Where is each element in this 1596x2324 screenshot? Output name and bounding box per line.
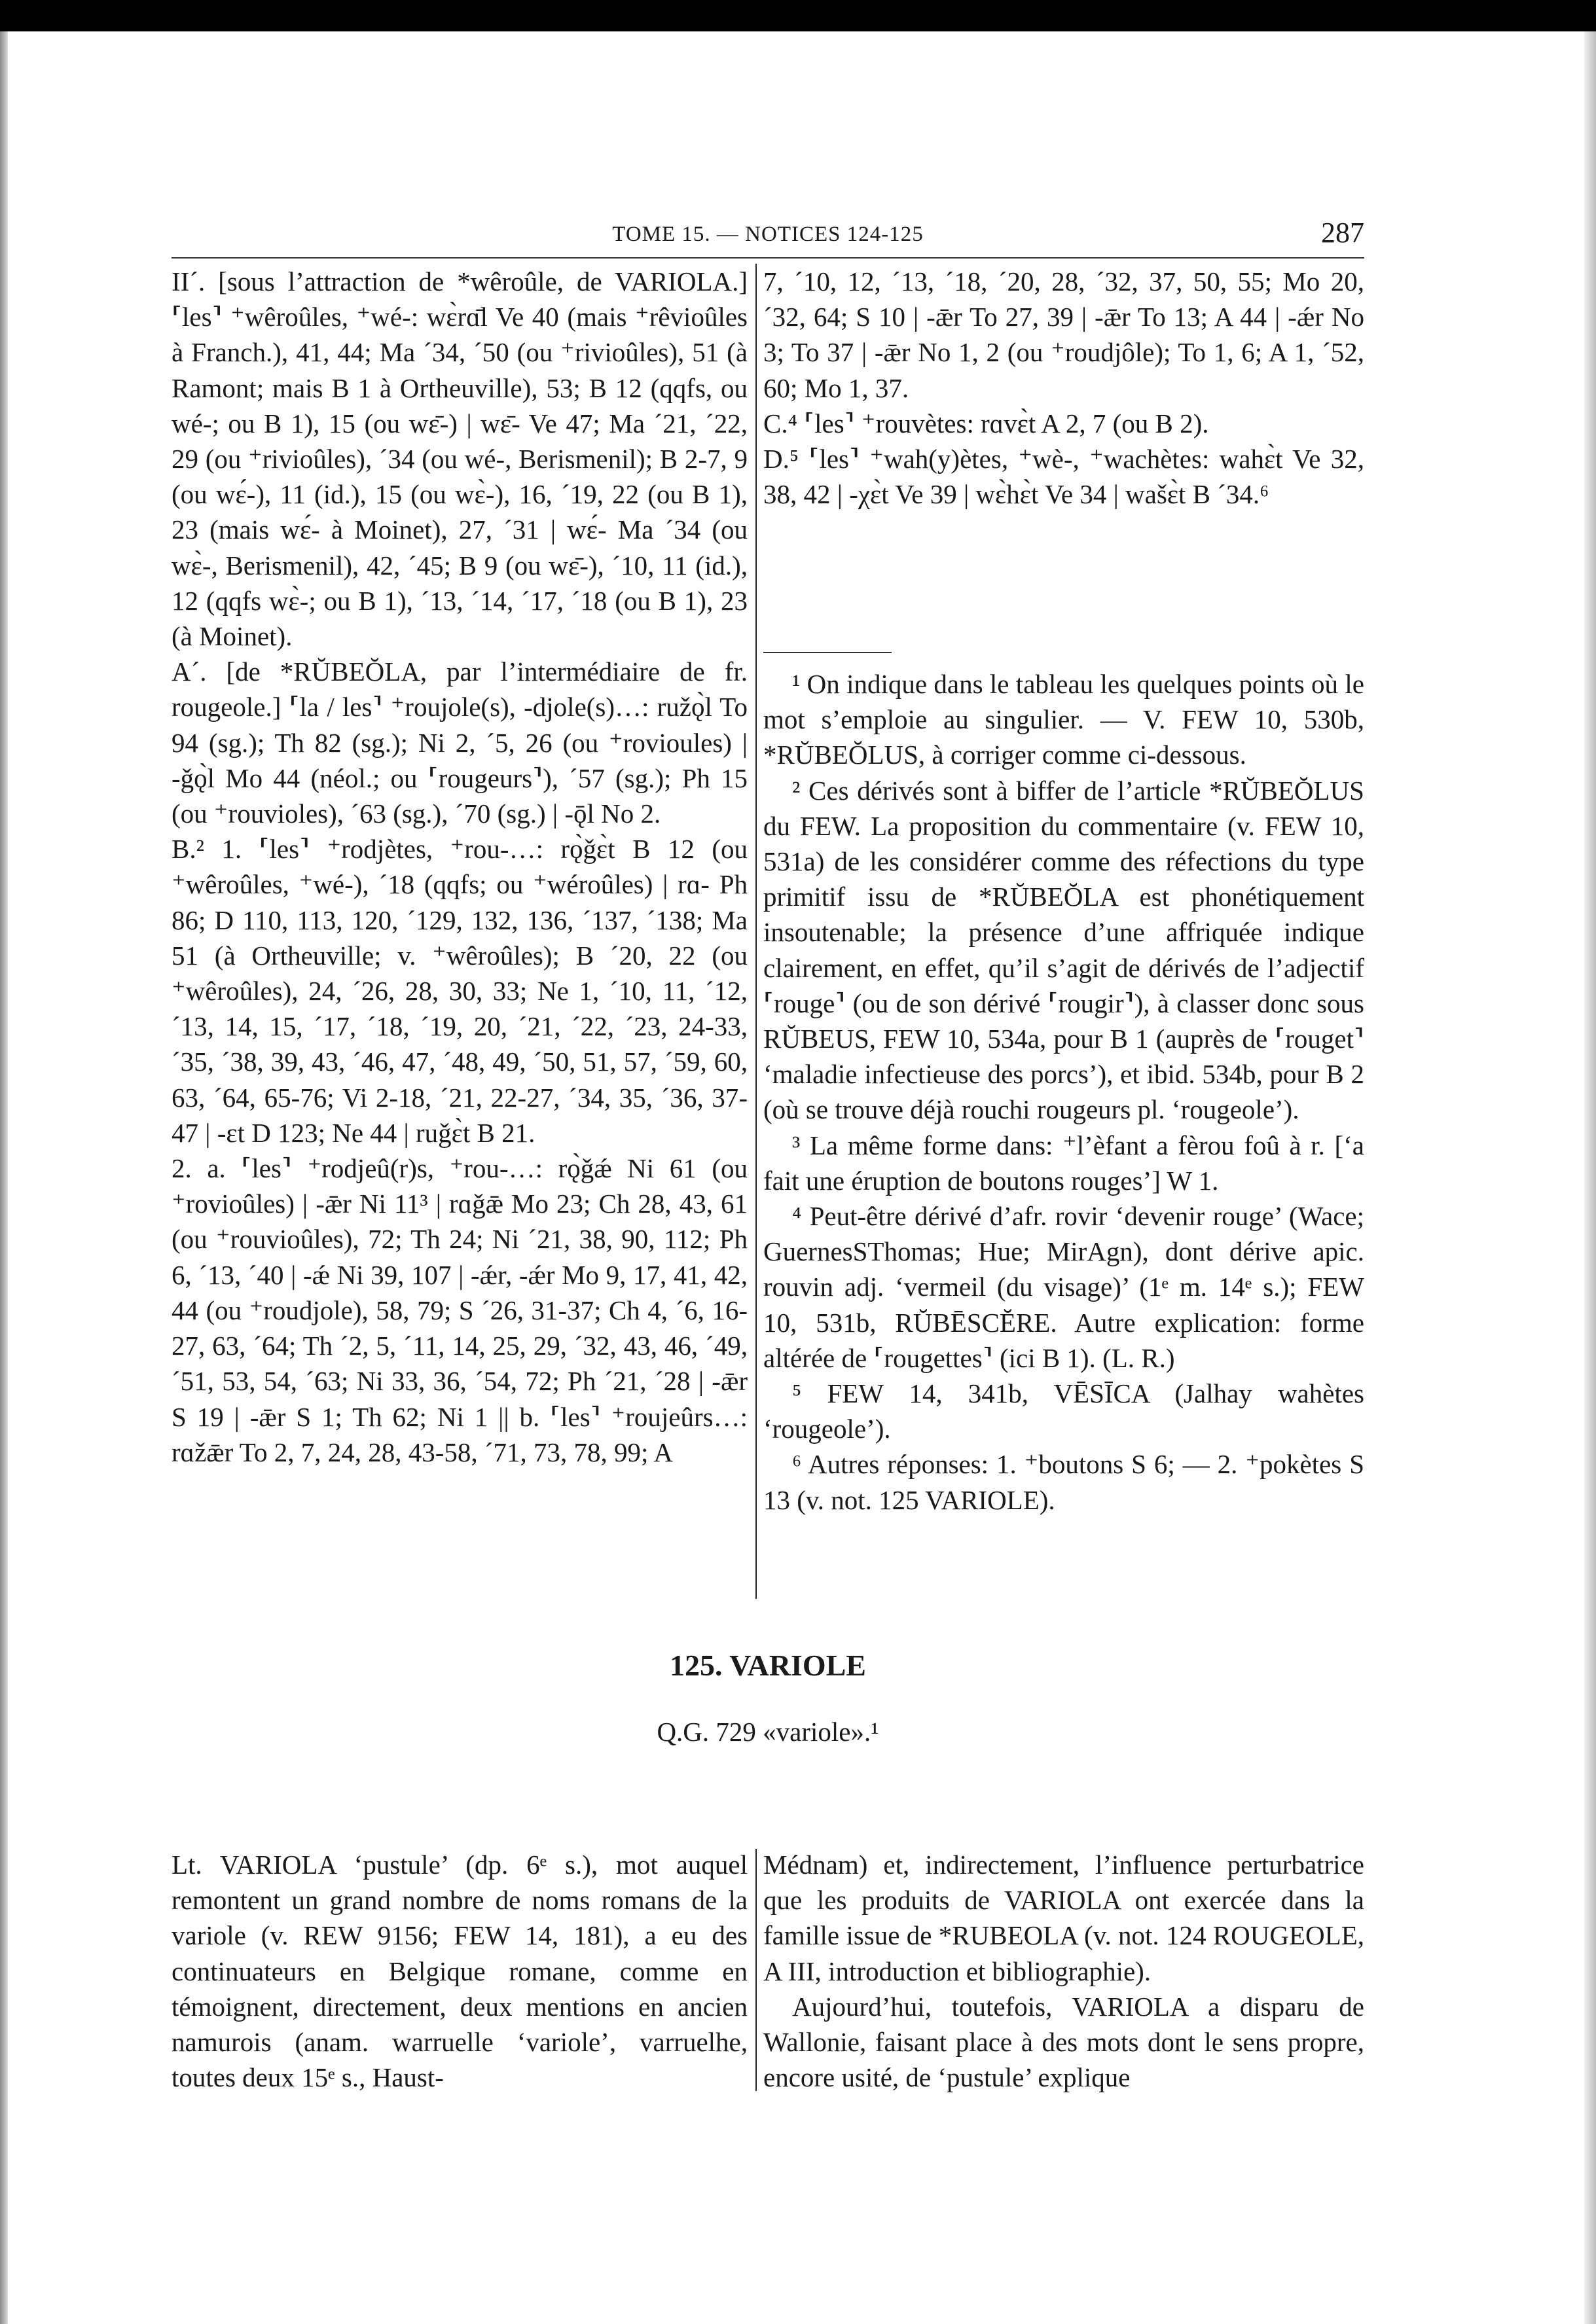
- running-head: TOME 15. — NOTICES 124-125: [612, 223, 924, 246]
- scan-left-edge: [0, 31, 8, 2324]
- scan-top-border: [0, 0, 1596, 31]
- right-column-top: [763, 264, 1364, 512]
- footnote-6: ⁶ Autres réponses: 1. ⁺boutons S 6; — 2. ⁺pokètes S 13 (v. not. 125 VARIOLE).: [763, 1449, 1364, 1515]
- header-rule: [172, 257, 1364, 259]
- column-divider-top: [755, 264, 757, 1599]
- paragraph-variola-intro: Lt. VARIOLA ‘pustule’ (dp. 6ᵉ s.), mot auquel remontent un grand nombre de noms romans de la variole (v. REW 9156; FEW 14, 181), a eu des continuateurs en Belgique romane, comme en témoignent, directement, deux mentions en ancien namurois (anam. warruelle ‘variole’, varruelhe, toutes deux 15ᵉ s., Haust-: [172, 1850, 748, 2093]
- left-column-top: [172, 264, 748, 1470]
- scan-right-edge: [1584, 31, 1596, 2324]
- page-number: 287: [1321, 217, 1364, 249]
- paragraph-B-1: B.² 1. ⸢les⸣ ⁺rodjètes, ⁺rou-…: rǫ̀ǧɛ̀t B 12 (ou ⁺wêroûles, ⁺wé-), ´18 (qqfs; ou ⁺wéroûles) | rɑ- Ph 86; D 110, 113, 120, ´129, 132, 136, ´137, ´138; Ma 51 (à Ortheuville; v. ⁺wêroûles); B ´20, 22 (ou ⁺wêroûles), 24, ´26, 28, 30, 33; Ne 1, ´10, 11, ´12, ´13, 14, 15, ´17, ´18, ´19, 20, ´21, ´22, ´23, 24-33, ´35, ´38, 39, 43, ´46, 47, ´48, 49, ´50, 51, 57, ´59, 60, 63, ´64, 65-76; Vi 2-18, ´21, 22-27, ´34, 35, ´36, 37-47 | -ɛt D 123; Ne 44 | ruǧɛ̀t B 21.: [172, 834, 748, 1148]
- section-title: 125. VARIOLE: [670, 1649, 866, 1682]
- paragraph-B-2: 2. a. ⸢les⸣ ⁺rodjeû(r)s, ⁺rou-…: rǫ̀ǧǽ Ni 61 (ou ⁺rovioûles) | -ǣr Ni 11³ | rɑǧǣ Mo 23; Ch 28, 43, 61 (ou ⁺rouvioûles), 72; Th 24; Ni ´21, 38, 90, 112; Ph 6, ´13, ´40 | -ǽ Ni 39, 107 | -ǽr, -ǽr Mo 9, 17, 41, 42, 44 (ou ⁺roudjole), 58, 79; S ´26, 31-37; Ch 4, ´6, 16-27, 63, ´64; Th ´2, 5, ´11, 14, 25, 29, ´32, 43, 46, ´49, ´51, 53, 54, ´63; Ni 33, 36, ´54, 72; Ph ´21, ´28 | -ǣr S 19 | -ǣr S 1; Th 62; Ni 1 || b. ⸢les⸣ ⁺roujeûrs…: rɑžǣr To 2, 7, 24, 28, 43-58, ´71, 73, 78, 99; A: [172, 1153, 748, 1467]
- footnote-4: ⁴ Peut-être dérivé d’afr. rovir ‘devenir rouge’ (Wace; GuernesSThomas; Hue; MirAgn), dont dérive apic. rouvin adj. ‘vermeil (du visage)’ (1ᵉ m. 14ᵉ s.); FEW 10, 531b, RŬBĒSCĔRE. Autre explication: forme altérée de ⸢rougettes⸣ (ici B 1). (L. R.): [763, 1201, 1364, 1373]
- paragraph-II-prime: II´. [sous l’attraction de *wêroûle, de VARIOLA.] ⸢les⸣ ⁺wêroûles, ⁺wé-: wɛ̀rɑ̄l Ve 40 (mais ⁺rêvioûles à Franch.), 41, 44; Ma ´34, ´50 (ou ⁺rivioûles), 51 (à Ramont; mais B 1 à Ortheuville), 53; B 12 (qqfs, ou wé-; ou B 1), 15 (ou wɛ̄-) | wɛ̄- Ve 47; Ma ´21, ´22, 29 (ou ⁺rivioûles), ´34 (ou wé-, Berismenil); B 2-7, 9 (ou wɛ́-), 11 (id.), 15 (ou wɛ̀-), 16, ´19, 22 (ou B 1), 23 (mais wɛ́- à Moinet), 27, ´31 | wɛ́- Ma ´34 (ou wɛ̀-, Berismenil), 42, ´45; B 9 (ou wɛ̄-), ´10, 11 (id.), 12 (qqfs wɛ̀-; ou B 1), ´13, ´14, ´17, ´18 (ou B 1), 23 (à Moinet).: [172, 266, 748, 652]
- footnote-5: ⁵ FEW 14, 341b, VĒSĪCA (Jalhay wahètes ‘rougeole’).: [763, 1378, 1364, 1444]
- footnote-rule: [763, 652, 892, 653]
- right-column-bottom: [763, 1847, 1364, 2095]
- paragraph-D: D.⁵ ⸢les⸣ ⁺wah(y)ètes, ⁺wè-, ⁺wachètes: wahɛ̀t Ve 32, 38, 42 | -χɛ̀t Ve 39 | wɛ̀hɛ̀t Ve 34 | wašɛ̀t B ´34.⁶: [763, 444, 1364, 510]
- paragraph-A-prime: A´. [de *RŬBEŎLA, par l’intermédiaire de fr. rougeole.] ⸢la / les⸣ ⁺roujole(s), -djole(s)…: ružǫ̀l To 94 (sg.); Th 82 (sg.); Ni 2, ´5, 26 (ou ⁺rovioules) | -ǧǫ̀l Mo 44 (néol.; ou ⸢rougeurs⸣), ´57 (sg.); Ph 15 (ou ⁺rouvioles), ´63 (sg.), ´70 (sg.) | -ǭl No 2.: [172, 656, 748, 829]
- paragraph-C: C.⁴ ⸢les⸣ ⁺rouvètes: rɑvɛ̀t A 2, 7 (ou B 2).: [763, 408, 1209, 438]
- footnote-3: ³ La même forme dans: ⁺l’èfant a fèrou foû à r. [‘a fait une éruption de boutons rouges’] W 1.: [763, 1130, 1364, 1196]
- paragraph-variola-continued: Médnam) et, indirectement, l’influence perturbatrice que les produits de VARIOLA ont exercée dans la famille issue de *RUBEOLA (v. not. 124 ROUGEOLE, A III, introduction et bibliographie).: [763, 1850, 1364, 1986]
- left-column-bottom: [172, 1847, 748, 2095]
- footnote-1: ¹ On indique dans le tableau les quelques points où le mot s’emploie au singulier. — V. FEW 10, 530b, *RŬBEŎLUS, à corriger comme ci-dessous.: [763, 669, 1364, 770]
- paragraph-aujourdhui: Aujourd’hui, toutefois, VARIOLA a disparu de Wallonie, faisant place à des mots dont le sens propre, encore usité, de ‘pustule’ explique: [763, 1991, 1364, 2093]
- page-header: [172, 216, 1364, 255]
- paragraph-continuation: 7, ´10, 12, ´13, ´18, ´20, 28, ´32, 37, 50, 55; Mo 20, ´32, 64; S 10 | -ǣr To 27, 39 | -ǣr To 13; A 44 | -ǽr No 3; To 37 | -ǣr No 1, 2 (ou ⁺roudjôle); To 1, 6; A 1, ´52, 60; Mo 1, 37.: [763, 266, 1364, 403]
- column-divider-bottom: [755, 1849, 757, 2091]
- section-subtitle: Q.G. 729 «variole».¹: [657, 1717, 879, 1747]
- footnotes: [763, 666, 1364, 1518]
- footnote-2: ² Ces dérivés sont à biffer de l’article *RŬBEŎLUS du FEW. La proposition du commentaire (v. FEW 10, 531a) de les considérer comme des réfections du type primitif issu de *RŬBEŎLA est phonétiquement insoutenable; la présence d’une affriquée indique clairement, en effet, qu’il s’agit de dérivés de l’adjectif ⸢rouge⸣ (ou de son dérivé ⸢rougir⸣), à classer donc sous RŬBEUS, FEW 10, 534a, pour B 1 (auprès de ⸢rouget⸣ ‘maladie infectieuse des porcs’), et ibid. 534b, pour B 2 (où se trouve déjà rouchi rougeurs pl. ‘rougeole’).: [763, 775, 1364, 1125]
